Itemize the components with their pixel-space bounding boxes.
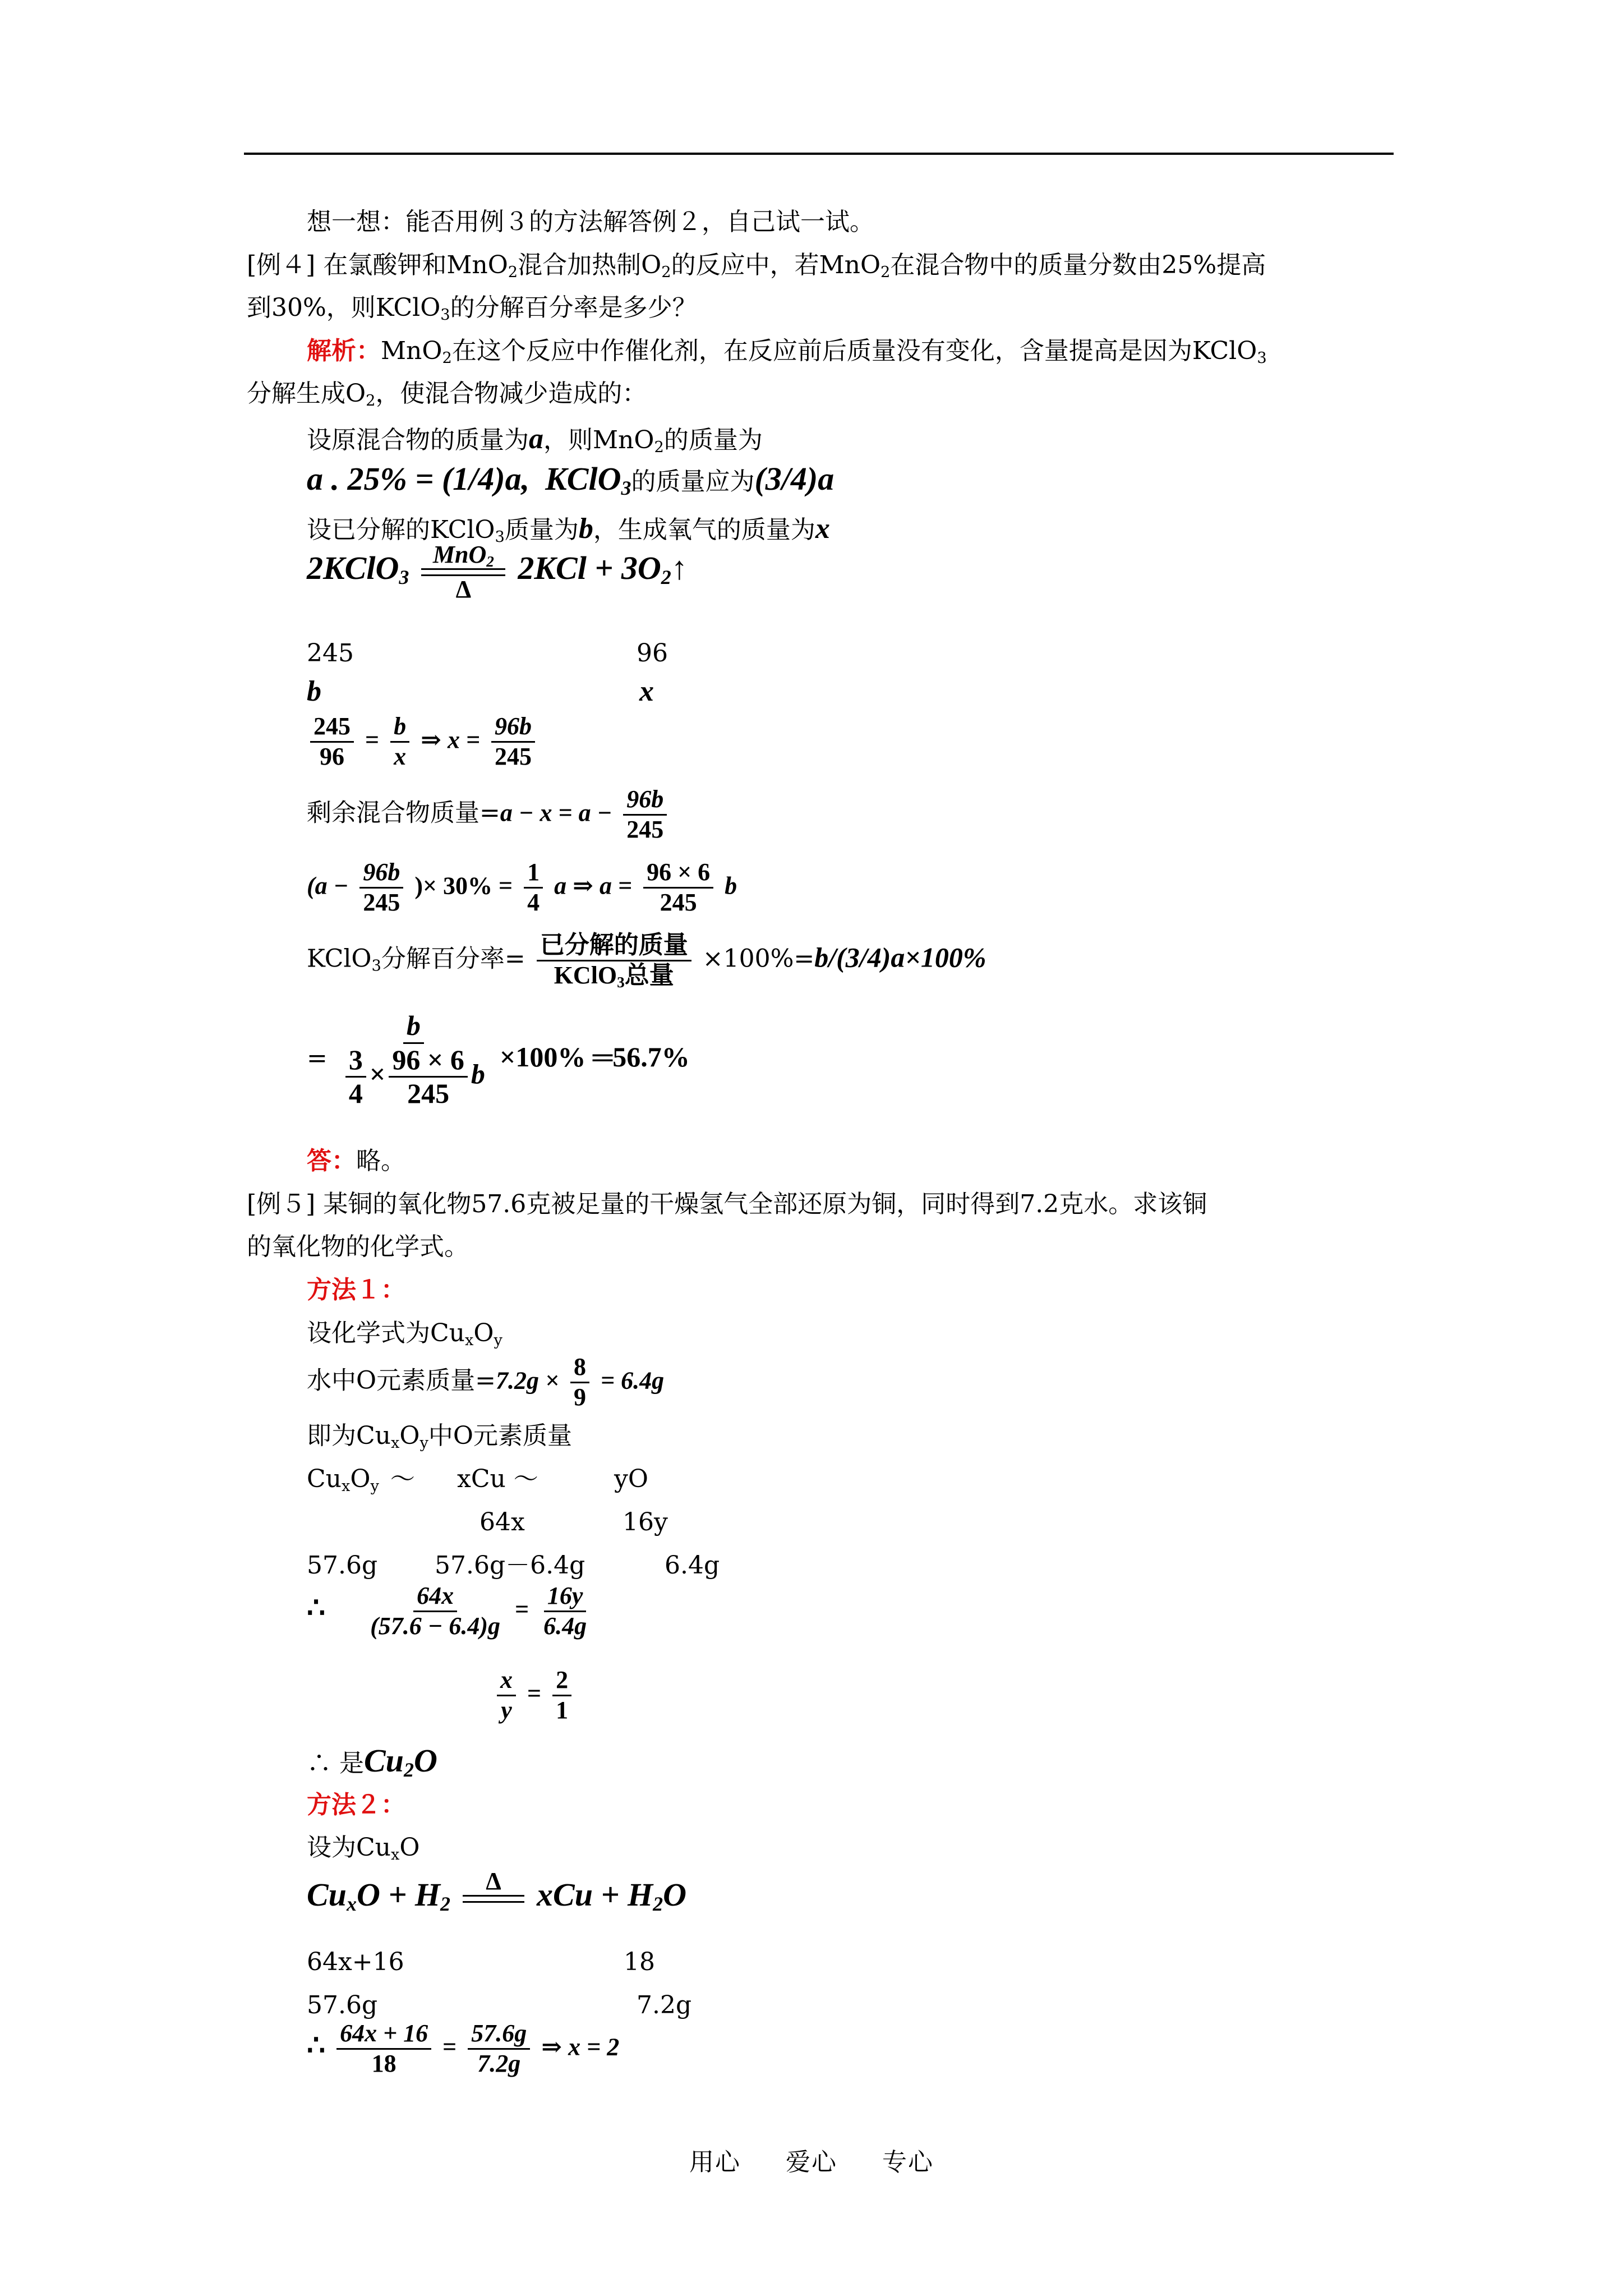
m2-mass-oxide: 57.6g (307, 1991, 378, 2019)
m2-solution: ∴ $\frac{64x + 16}{18}$ = $\frac{57.6g}{7.2g}$ ⇒ x = 2 (307, 2019, 620, 2077)
method-1-label: 方法１： (307, 1276, 405, 1304)
molar-mass-96: 96 (637, 639, 668, 668)
method-2-label: 方法２： (307, 1791, 405, 1819)
remaining-mass-line: 剩余混合物质量=a − x = a − $\frac{96b}{245}$ (307, 785, 670, 844)
decomposition-reaction: 2KClO$_3$ MnO$_2$ Δ $2KCl + 3O_2↑$ (307, 541, 688, 604)
gas-arrow: ↑ (671, 549, 688, 586)
analysis-line1: 解析：MnO$_2$在这个反应中作催化剂，在反应前后质量没有变化，含量提高是因为KClO$_3$ (307, 337, 1267, 367)
analysis-line2: 分解生成$O_2$，使混合物减少造成的： (247, 379, 647, 409)
analysis-label: 解析： (307, 337, 381, 365)
page-footer (0, 2146, 1623, 2179)
molar-mass-245: 245 (307, 639, 354, 668)
relation-64x: 64x (479, 1508, 525, 1536)
m2-molar-water: 18 (624, 1948, 655, 1976)
answer-line: 答：略。 (307, 1147, 405, 1175)
conclusion-cu2o: ∴ 是$Cu_2O$ (307, 1742, 437, 1781)
footer-item-3: 专心 (882, 2148, 934, 2177)
proportion-equation: $\frac{245}{96}$ = $\frac{b}{x}$ ⇒ x = $\frac{96b}{245}$ (307, 712, 538, 771)
example-5-line1: [例５] 某铜的氧化物57.6克被足量的干燥氢气全部还原为铜，同时得到7.2克水。求该铜 (247, 1190, 1207, 1218)
var-b: b (307, 675, 321, 707)
mass-equation: a . 25% = (1/4)a, KClO$_3$的质量应为(3/4)a (307, 461, 834, 499)
relation-6-4g: 6.4g (665, 1551, 720, 1580)
m2-mass-water: 7.2g (637, 1991, 692, 2019)
method-1-set: 设化学式为$Cu_xO_y$ (307, 1319, 502, 1349)
relation-cu-mass: 57.6g－6.4g (435, 1551, 585, 1580)
method-2-set: 设为$Cu_xO$ (307, 1833, 420, 1864)
catalyst-heat-sign: MnO$_2$ Δ (421, 541, 505, 604)
footer-item-2: 爱心 (786, 2148, 837, 2177)
example-4-line1: [例４] 在氯酸钾和MnO$_2$混合加热制$O_2$的反应中，若MnO$_2$在混合物中的质量分数由25%提高 (247, 251, 1266, 281)
header-rule (244, 153, 1394, 155)
think-prompt: 想一想：能否用例３的方法解答例２，自己试一试。 (307, 208, 874, 236)
relation-row-1: $Cu_xO_y$ ～ (307, 1465, 415, 1495)
oxide-oxygen-line: 即为$Cu_xO_y$中O元素质量 (307, 1421, 572, 1452)
answer-label: 答： (307, 1147, 356, 1175)
decomposition-rate-line: KClO$_3$分解百分率= $\frac{\text{已分解的质量}}{KClO_3总量}$ ×100%=b/(3/4)a×100% (307, 931, 986, 991)
footer-item-1: 用心 (689, 2148, 741, 2177)
set-mass-line: 设原混合物的质量为a，则MnO$_2$的质量为 (307, 423, 763, 456)
percent-equation: (a − $\frac{96b}{245}$ )× 30% = $\frac{1}{4}$ a ⇒ a = $\frac{96 \times 6}{245}$ b (307, 858, 737, 916)
set-decomposed-line: 设已分解的KClO$_3$质量为b，生成氧气的质量为x (307, 513, 830, 546)
relation-yo: yO (614, 1465, 648, 1493)
var-x: x (639, 675, 654, 707)
relation-57-6g: 57.6g (307, 1551, 378, 1580)
example-5-line2: 的氧化物的化学式。 (247, 1232, 469, 1261)
water-oxygen-mass: 水中O元素质量=7.2g × $\frac{8}{9}$ = 6.4g (307, 1353, 665, 1411)
ratio-equation: ∴ $\frac{64x}{(57.6 - 6.4)g}$ = $\frac{16y}{6.4g}$ (307, 1582, 587, 1640)
relation-xcu: xCu ～ (457, 1465, 538, 1493)
reduction-reaction: $Cu_xO + H_2$ Δ xCu + $H_2O$ (307, 1868, 686, 1930)
relation-16y: 16y (623, 1508, 668, 1536)
m2-molar-oxide: 64x+16 (307, 1948, 404, 1976)
xy-ratio: $\frac{x}{y}$ = $\frac{2}{1}$ (494, 1666, 575, 1724)
example-4-line2: 到30%，则KClO$_3$的分解百分率是多少？ (247, 293, 697, 324)
final-calculation: = b $\frac{3}{4}$ × $\frac{96 \times 6}{245}$ b ×100% ═56.7% (307, 1010, 690, 1109)
heat-sign: Δ (463, 1868, 524, 1930)
